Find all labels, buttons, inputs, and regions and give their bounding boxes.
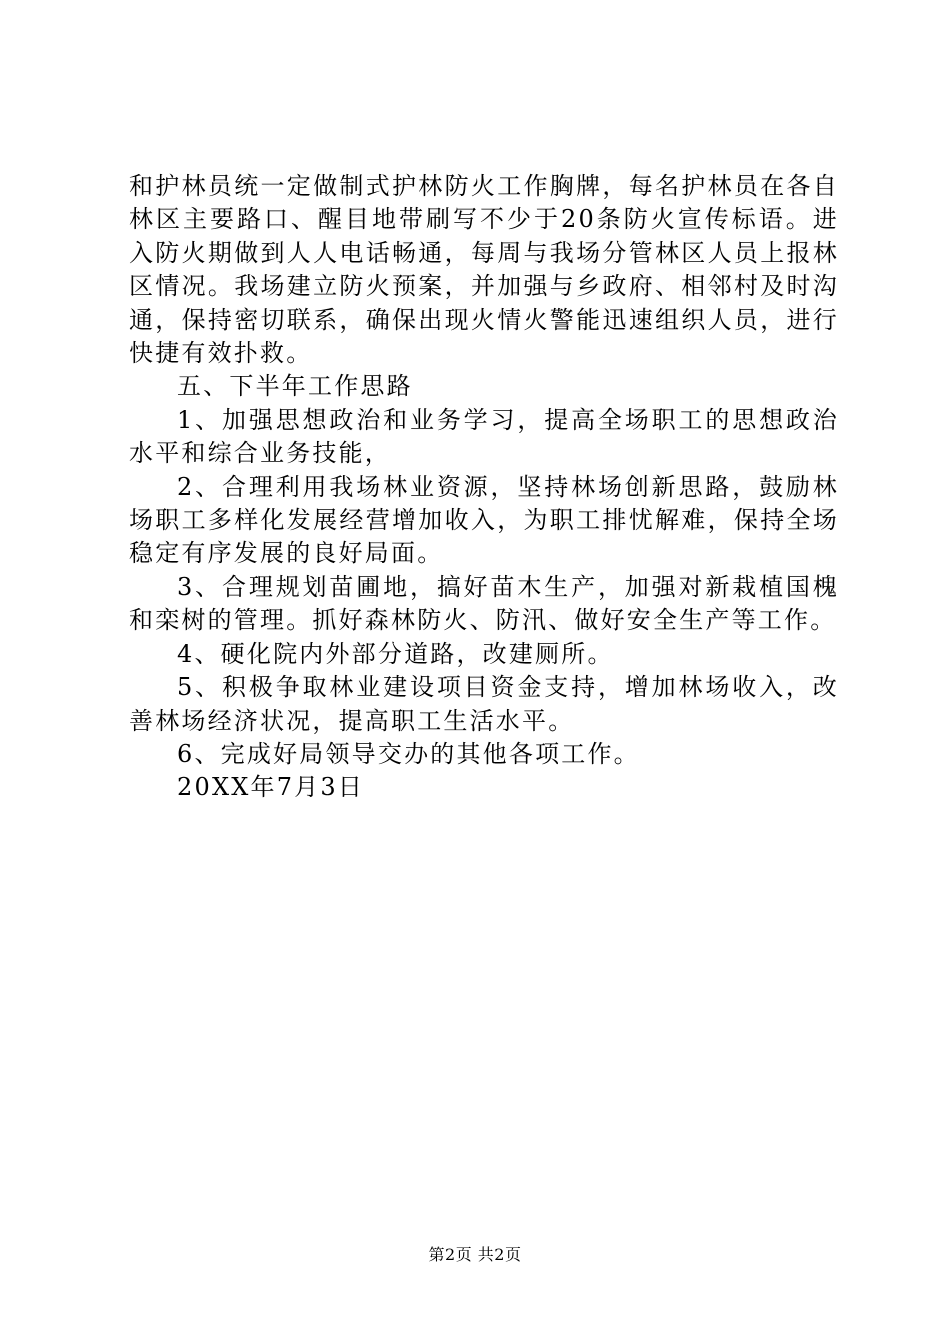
- list-item-plan-6: 6、完成好局领导交办的其他各项工作。: [177, 739, 640, 768]
- list-item-plan-5: 5、积极争取林业建设项目资金支持，增加林场收入，改善林场经济状况，提高职工生活水平。: [129, 673, 839, 735]
- document-date: 20XX年7月3日: [177, 773, 365, 802]
- list-item-plan-3: 3、合理规划苗圃地，搞好苗木生产，加强对新栽植国槐和栾树的管理。抓好森林防火、防汛、做好安全生产等工作。: [129, 572, 839, 635]
- paragraph-fire-prevention: 和护林员统一定做制式护林防火工作胸牌，每名护林员在各自林区主要路口、醒目地带刷写不少于20条防火宣传标语。进入防火期做到人人电话畅通，每周与我场分管林区人员上报林区情况。我场建立防火预案，并加强与乡政府、相邻村及时沟通，保持密切联系，确保出现火情火警能迅速组织人员，进行快捷有效扑救。: [129, 172, 839, 368]
- list-item-plan-2: 2、合理利用我场林业资源，坚持林场创新思路，鼓励林场职工多样化发展经营增加收入，为职工排忧解难，保持全场稳定有序发展的良好局面。: [129, 472, 839, 568]
- document-body: [129, 170, 839, 805]
- page-number-footer: 第2页 共2页: [428, 1245, 522, 1264]
- section-heading-second-half-plan: 五、下半年工作思路: [177, 372, 413, 401]
- list-item-plan-4: 4、硬化院内外部分道路，改建厕所。: [177, 639, 614, 668]
- list-item-plan-1: 1、加强思想政治和业务学习，提高全场职工的思想政治水平和综合业务技能，: [129, 405, 839, 468]
